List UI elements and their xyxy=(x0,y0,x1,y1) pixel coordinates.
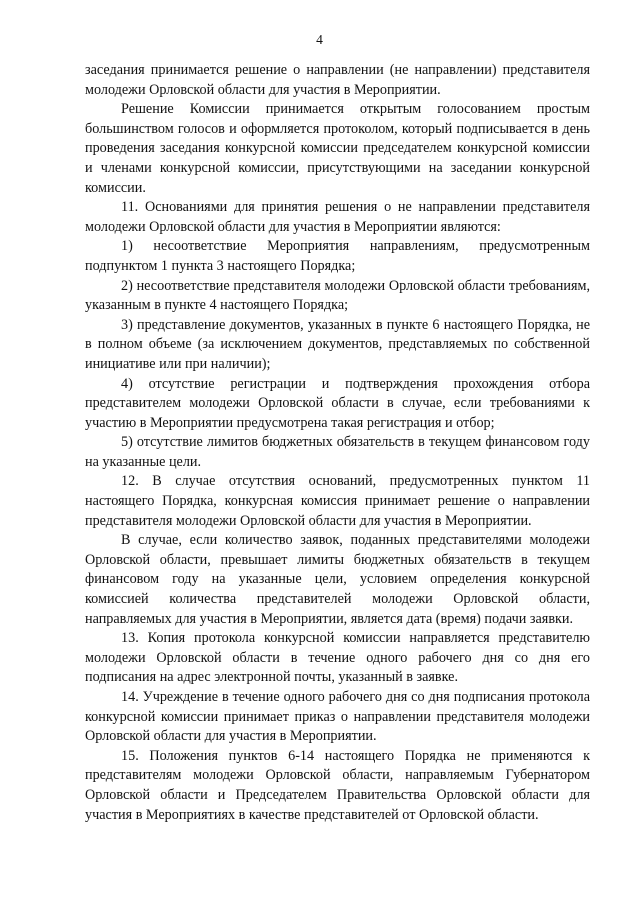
paragraph: 5) отсутствие лимитов бюджетных обязательств в текущем финансовом году на указанные цели. xyxy=(85,434,590,470)
paragraph: 11. Основаниями для принятия решения о не направлении представителя молодежи Орловской области для участия в Мероприятии являются: xyxy=(85,199,590,235)
paragraph: 13. Копия протокола конкурсной комиссии направляется представителю молодежи Орловской области в течение одного рабочего дня со дня его подписания на адрес электронной почты, указанный в заявке. xyxy=(85,630,590,686)
paragraph: 1) несоответствие Мероприятия направлениям, предусмотренным подпунктом 1 пункта 3 настоящего Порядка; xyxy=(85,238,590,274)
paragraph: 2) несоответствие представителя молодежи Орловской области требованиям, указанным в пункте 4 настоящего Порядка; xyxy=(85,277,590,314)
paragraph: заседания принимается решение о направлении (не направлении) представителя молодежи Орловской области для участия в Мероприятии. xyxy=(85,62,590,98)
paragraph: 3) представление документов, указанных в пункте 6 настоящего Порядка, не в полном объеме (за исключением документов, представляемых по собственной инициативе или при наличии); xyxy=(85,316,590,372)
page-number: 4 xyxy=(316,32,323,47)
paragraph: 4) отсутствие регистрации и подтверждения прохождения отбора представителем молодежи Орловской области в случае, если требованиями к участию в Мероприятии предусмотрена такая регистрация и отбор; xyxy=(85,375,590,431)
paragraph: В случае, если количество заявок, поданных представителями молодежи Орловской области, превышает лимиты бюджетных обязательств в текущем финансовом году на указанные цели, условием определения конкурсной комиссией количества представителей молодежи Орловской области, направляемых для участия в Мероприятии, является дата (время) подачи заявки. xyxy=(85,532,590,627)
paragraph: Решение Комиссии принимается открытым голосованием простым большинством голосов и оформляется протоколом, который подписывается в день проведения заседания конкурсной комиссии председателем конкурсной комиссии и членами конкурсной комиссии, присутствующими на заседании конкурсной комиссии. xyxy=(85,101,590,196)
document-body xyxy=(85,61,590,825)
paragraph: 15. Положения пунктов 6-14 настоящего Порядка не применяются к представителям молодежи Орловской области, направляемым Губернатором Орловской области и Председателем Правительства Орловской области для участия в Мероприятиях в качестве представителей от Орловской области. xyxy=(85,747,590,823)
paragraph: 12. В случае отсутствия оснований, предусмотренных пунктом 11 настоящего Порядка, конкурсная комиссия принимает решение о направлении представителя молодежи Орловской области для участия в Мероприятии. xyxy=(85,473,590,529)
paragraph: 14. Учреждение в течение одного рабочего дня со дня подписания протокола конкурсной комиссии принимает приказ о направлении представителя молодежи Орловской области для участия в Мероприятии. xyxy=(85,689,590,745)
